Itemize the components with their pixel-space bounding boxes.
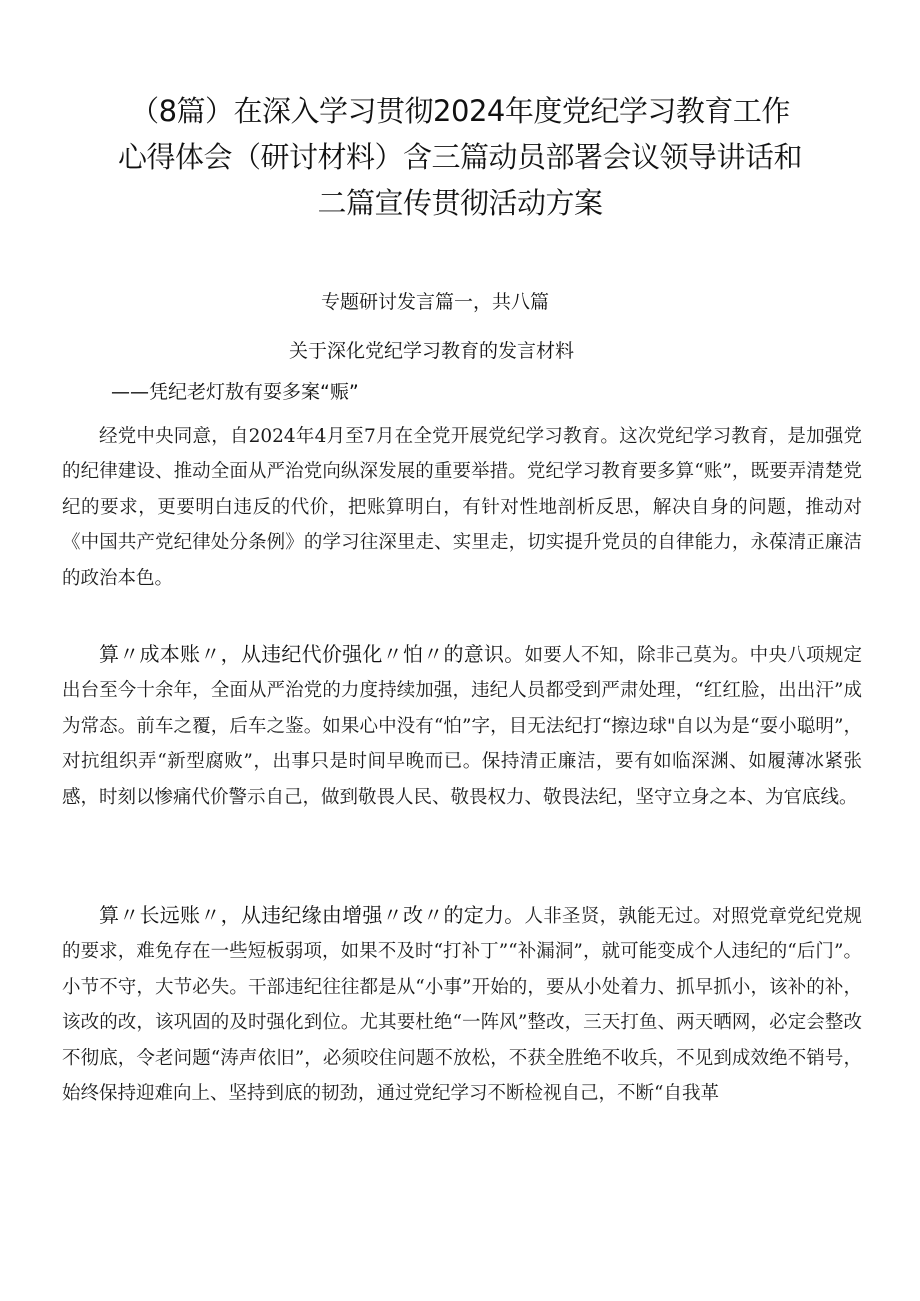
title-line: 二篇宣传贯彻活动方案 <box>317 186 603 220</box>
document-title <box>60 88 860 226</box>
title-line: 心得体会（研讨材料）含三篇动员部署会议领导讲话和 <box>117 140 802 174</box>
article-subtitle: ——凭纪老灯敖有耍多案“赈” <box>111 381 359 403</box>
paragraph-lead: 算〃长远账〃，从违纪缘由增强〃改〃的定力。 <box>99 903 525 927</box>
paragraph-text: 如要人不知，除非己莫为。中央八项规定出台至今十余年，全面从严治党的力度持续加强，违纪人员都受到严肃处理，“红红脸，出出汗”成为常态。前车之覆，后车之鉴。如果心中没有“怕”字，目无法纪打“擦边球"自以为是“耍小聪明”，对抗组织弄“新型腐败”，出事只是时间早晚而已。保持清正廉洁，要有如临深渊、如履薄冰紧张感，时刻以惨痛代价警示自己，做到敬畏人民、敬畏权力、敬畏法纪，坚守立身之本、为官底线。 <box>62 645 862 808</box>
paragraph-text: 人非圣贤，孰能无过。对照党章党纪党规的要求，难免存在一些短板弱项，如果不及时“打补丁”“补漏洞”，就可能变成个人违纪的“后门”。小节不守，大节必失。干部违纪往往都是从“小事”开始的，要从小处着力、抓早抓小，该补的补，该改的改，该巩固的及时强化到位。尤其要杜绝“一阵风”整改，三天打鱼、两天晒网，必定会整改不彻底，令老问题“涛声依旧”，必须咬住问题不放松，不获全胜绝不收兵，不见到成效绝不销号，始终保持迎难向上、坚持到底的韧劲，通过党纪学习不断检视自己，不断“自我革 <box>62 906 862 1105</box>
paragraph-lead: 算〃成本账〃，从违纪代价强化〃怕〃的意识。 <box>99 642 525 666</box>
body-paragraph <box>62 418 862 596</box>
title-line: （8篇）在深入学习贯彻2024年度党纪学习教育工作 <box>130 94 790 128</box>
body-paragraph <box>62 898 862 1111</box>
body-paragraph <box>62 637 862 815</box>
article-title: 关于深化党纪学习教育的发言材料 <box>289 340 575 362</box>
section-heading: 专题研讨发言篇一，共八篇 <box>321 291 550 313</box>
paragraph-text: 经党中央同意，自2024年4月至7月在全党开展党纪学习教育。这次党纪学习教育，是加强党的纪律建设、推动全面从严治党向纵深发展的重要举措。党纪学习教育要多算“账”，既要弄清楚党纪的要求，更要明白违反的代价，把账算明白，有针对性地剖析反思，解决自身的问题，推动对《中国共产党纪律处分条例》的学习往深里走、实里走，切实提升党员的自律能力，永葆清正廉洁的政治本色。 <box>62 426 862 589</box>
